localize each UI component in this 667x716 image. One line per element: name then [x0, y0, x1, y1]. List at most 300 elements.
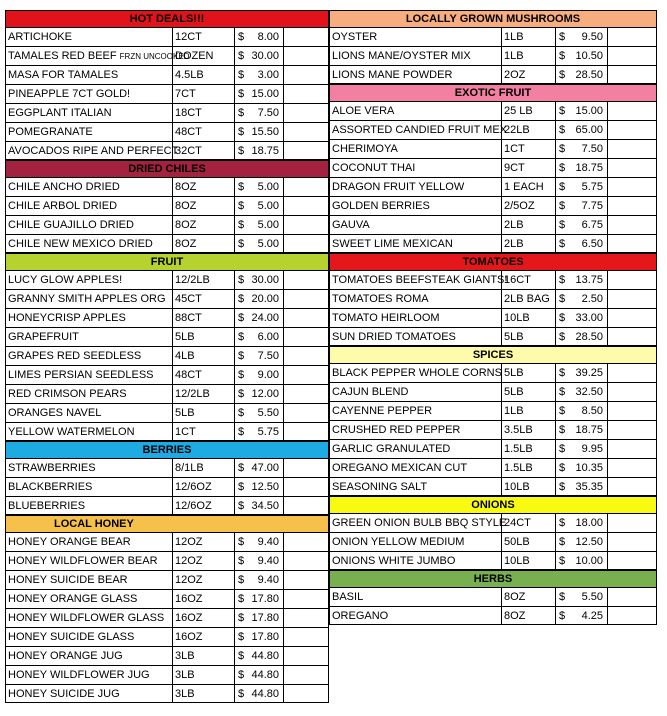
item-name-cell — [6, 309, 173, 327]
table-row — [5, 477, 329, 496]
currency-symbol: $ — [559, 293, 566, 305]
item-name: POMEGRANATE — [8, 126, 93, 138]
section-dried-chiles — [5, 177, 329, 253]
currency-symbol: $ — [559, 555, 566, 567]
item-price: 30.00 — [251, 274, 279, 286]
blank-cell — [284, 423, 328, 440]
item-name-cell — [330, 440, 502, 458]
item-price: 9.40 — [257, 574, 279, 586]
item-name-cell — [6, 590, 173, 608]
currency-symbol: $ — [238, 555, 245, 567]
item-name-cell — [330, 607, 502, 624]
item-price-cell — [556, 533, 608, 551]
table-row — [329, 587, 657, 606]
currency-symbol: $ — [238, 481, 245, 493]
item-price: 5.00 — [257, 238, 279, 250]
section-onions — [329, 513, 657, 570]
currency-symbol: $ — [238, 219, 245, 231]
item-price: 30.00 — [251, 50, 279, 62]
item-size: 8OZ — [173, 178, 235, 196]
blank-cell — [608, 216, 656, 234]
item-name-cell — [330, 383, 502, 401]
blank-cell — [284, 647, 328, 665]
currency-symbol: $ — [238, 500, 245, 512]
item-name-cell — [6, 647, 173, 665]
currency-symbol: $ — [559, 462, 566, 474]
blank-cell — [284, 309, 328, 327]
item-name-cell — [330, 478, 502, 495]
currency-symbol: $ — [238, 462, 245, 474]
blank-cell — [608, 552, 656, 569]
table-row — [5, 684, 329, 703]
item-price-cell — [556, 28, 608, 46]
item-name: CRUSHED RED PEPPER — [332, 424, 461, 436]
currency-symbol: $ — [238, 238, 245, 250]
item-price-cell — [235, 385, 284, 403]
table-row — [329, 270, 657, 289]
item-price: 9.50 — [581, 31, 603, 43]
item-name-cell — [6, 104, 173, 122]
table-row — [5, 627, 329, 646]
table-row — [329, 477, 657, 496]
item-name-cell — [6, 142, 179, 159]
item-size: 8/1LB — [173, 459, 235, 477]
currency-symbol: $ — [238, 669, 245, 681]
item-price-cell — [235, 66, 284, 84]
item-size: 45CT — [173, 290, 235, 308]
currency-symbol: $ — [238, 145, 245, 157]
item-price-cell — [235, 404, 284, 422]
item-size: 18CT — [173, 104, 235, 122]
item-price: 12.00 — [251, 388, 279, 400]
currency-symbol: $ — [238, 407, 245, 419]
item-name: CHILE NEW MEXICO DRIED — [8, 238, 153, 250]
item-name-cell — [330, 159, 502, 177]
blank-cell — [284, 85, 328, 103]
table-row — [5, 215, 329, 234]
item-price: 5.00 — [257, 181, 279, 193]
item-price: 7.50 — [257, 107, 279, 119]
item-price-cell — [235, 571, 284, 589]
currency-symbol: $ — [559, 312, 566, 324]
item-price-cell — [556, 290, 608, 308]
table-row — [329, 327, 657, 346]
item-name-cell — [6, 385, 173, 403]
item-price-cell — [235, 590, 284, 608]
item-name-cell — [6, 497, 173, 514]
item-price-cell — [235, 235, 284, 252]
item-size: 5LB — [173, 404, 235, 422]
currency-symbol: $ — [238, 274, 245, 286]
item-name-cell — [330, 514, 507, 532]
table-row — [5, 458, 329, 477]
section-spices — [329, 363, 657, 496]
item-name-cell — [6, 609, 173, 627]
item-price: 65.00 — [575, 124, 603, 136]
item-price-cell — [235, 666, 284, 684]
item-price-cell — [235, 142, 284, 159]
item-price-cell — [556, 309, 608, 327]
item-price-cell — [556, 216, 608, 234]
currency-symbol: $ — [238, 293, 245, 305]
item-price: 4.25 — [581, 610, 603, 622]
item-name-cell — [330, 178, 502, 196]
section-header-spices: SPICES — [329, 346, 657, 363]
item-price-cell — [235, 178, 284, 196]
item-size: 2LB — [502, 235, 556, 252]
item-price: 7.50 — [581, 143, 603, 155]
item-size: 1CT — [502, 140, 556, 158]
item-name-cell — [6, 366, 173, 384]
item-name: HONEY WILDFLOWER BEAR — [8, 555, 158, 567]
item-name-cell — [6, 197, 173, 215]
section-herbs — [329, 587, 657, 625]
item-price: 44.80 — [251, 688, 279, 700]
currency-symbol: $ — [238, 350, 245, 362]
blank-cell — [608, 533, 656, 551]
item-name: SEASONING SALT — [332, 481, 428, 493]
item-price-cell — [556, 421, 608, 439]
table-row — [329, 606, 657, 625]
table-row — [329, 439, 657, 458]
blank-cell — [284, 590, 328, 608]
blank-cell — [608, 197, 656, 215]
item-size: 24CT — [502, 514, 556, 532]
item-name: LUCY GLOW APPLES! — [8, 274, 123, 286]
item-name: DRAGON FRUIT YELLOW — [332, 181, 465, 193]
table-row — [5, 365, 329, 384]
currency-symbol: $ — [238, 107, 245, 119]
blank-cell — [284, 628, 328, 646]
item-name: GAUVA — [332, 219, 370, 231]
item-name-cell — [330, 216, 502, 234]
table-row — [5, 270, 329, 289]
currency-symbol: $ — [238, 650, 245, 662]
blank-cell — [284, 571, 328, 589]
item-name-cell — [6, 404, 173, 422]
table-row — [5, 551, 329, 570]
item-price: 9.95 — [581, 443, 603, 455]
item-name: SWEET LIME MEXICAN — [332, 238, 453, 250]
table-row — [329, 139, 657, 158]
item-name-cell — [6, 533, 173, 551]
table-row — [5, 234, 329, 253]
item-name: AVOCADOS RIPE AND PERFECT — [8, 145, 179, 157]
right-column — [329, 10, 657, 625]
item-name-cell — [330, 364, 502, 382]
item-price-cell — [235, 197, 284, 215]
blank-cell — [284, 497, 328, 514]
item-name: STRAWBERRIES — [8, 462, 96, 474]
blank-cell — [284, 552, 328, 570]
item-name: TOMATO HEIRLOOM — [332, 312, 440, 324]
item-price: 28.50 — [575, 331, 603, 343]
blank-cell — [284, 366, 328, 384]
section-hot-deals — [5, 27, 329, 160]
table-row — [329, 532, 657, 551]
item-price: 8.00 — [257, 31, 279, 43]
section-header-fruit: FRUIT — [5, 253, 329, 270]
table-row — [329, 289, 657, 308]
currency-symbol: $ — [238, 612, 245, 624]
table-row — [329, 158, 657, 177]
table-row — [5, 46, 329, 65]
item-size: 3LB — [173, 666, 235, 684]
table-row — [5, 496, 329, 515]
table-row — [5, 589, 329, 608]
item-size: 5LB — [173, 328, 235, 346]
blank-cell — [284, 216, 328, 234]
item-name: HONEY SUICIDE GLASS — [8, 631, 135, 643]
item-price: 34.50 — [251, 500, 279, 512]
currency-symbol: $ — [238, 631, 245, 643]
item-size: 2OZ — [502, 66, 556, 83]
item-name: ONIONS WHITE JUMBO — [332, 555, 456, 567]
blank-cell — [608, 178, 656, 196]
item-size: 8OZ — [502, 607, 556, 624]
item-size: 48CT — [173, 123, 235, 141]
blank-cell — [284, 66, 328, 84]
blank-cell — [608, 47, 656, 65]
item-name: HONEY WILDFLOWER JUG — [8, 669, 150, 681]
blank-cell — [284, 142, 328, 159]
table-row — [5, 665, 329, 684]
currency-symbol: $ — [559, 405, 566, 417]
item-name: ARTICHOKE — [8, 31, 72, 43]
table-row — [329, 27, 657, 46]
item-note: FRZN UNCOOKED — [119, 52, 190, 61]
item-price: 10.50 — [575, 50, 603, 62]
item-price: 32.50 — [575, 386, 603, 398]
currency-symbol: $ — [559, 69, 566, 81]
item-name: HONEYCRISP APPLES — [8, 312, 126, 324]
item-size: 12/2LB — [173, 385, 235, 403]
blank-cell — [284, 666, 328, 684]
item-name-cell — [330, 328, 502, 345]
blank-cell — [608, 440, 656, 458]
currency-symbol: $ — [559, 443, 566, 455]
table-row — [5, 196, 329, 215]
table-row — [329, 363, 657, 382]
table-row — [329, 401, 657, 420]
item-size: 88CT — [173, 309, 235, 327]
item-price-cell — [235, 609, 284, 627]
blank-cell — [284, 478, 328, 496]
currency-symbol: $ — [559, 143, 566, 155]
table-row — [5, 141, 329, 160]
blank-cell — [284, 385, 328, 403]
item-price-cell — [556, 402, 608, 420]
blank-cell — [284, 123, 328, 141]
currency-symbol: $ — [559, 331, 566, 343]
item-price: 6.00 — [257, 331, 279, 343]
blank-cell — [284, 404, 328, 422]
table-row — [329, 120, 657, 139]
item-name: CHERIMOYA — [332, 143, 398, 155]
blank-cell — [284, 235, 328, 252]
item-name-cell — [6, 552, 173, 570]
item-price: 18.75 — [575, 162, 603, 174]
blank-cell — [608, 421, 656, 439]
blank-cell — [608, 102, 656, 120]
table-row — [5, 65, 329, 84]
currency-symbol: $ — [238, 536, 245, 548]
item-name: TOMATOES ROMA — [332, 293, 429, 305]
item-size: 12/6OZ — [173, 497, 235, 514]
item-name-cell — [330, 402, 502, 420]
item-price: 2.50 — [581, 293, 603, 305]
item-name: HONEY ORANGE GLASS — [8, 593, 138, 605]
item-name-cell — [330, 309, 502, 327]
currency-symbol: $ — [559, 536, 566, 548]
blank-cell — [284, 104, 328, 122]
table-row — [5, 608, 329, 627]
item-name: OREGANO — [332, 610, 389, 622]
item-price-cell — [235, 216, 284, 234]
item-size: 12CT — [173, 28, 235, 46]
item-name-cell — [330, 271, 508, 289]
item-size: 1.5LB — [502, 459, 556, 477]
item-size: 2LB BAG — [502, 290, 556, 308]
item-price: 6.50 — [581, 238, 603, 250]
item-price: 5.50 — [581, 591, 603, 603]
item-price: 44.80 — [251, 650, 279, 662]
item-size: 1LB — [502, 28, 556, 46]
item-price: 15.50 — [251, 126, 279, 138]
item-price-cell — [235, 478, 284, 496]
currency-symbol: $ — [559, 386, 566, 398]
currency-symbol: $ — [559, 424, 566, 436]
item-size: 16OZ — [173, 609, 235, 627]
item-price: 10.35 — [575, 462, 603, 474]
table-row — [329, 196, 657, 215]
item-price: 15.00 — [251, 88, 279, 100]
item-name: MASA FOR TAMALES — [8, 69, 119, 81]
item-price-cell — [556, 328, 608, 345]
item-price-cell — [556, 235, 608, 252]
item-size: 32CT — [173, 142, 235, 159]
table-row — [329, 65, 657, 84]
item-size: 16OZ — [173, 628, 235, 646]
item-price-cell — [556, 140, 608, 158]
item-price-cell — [556, 514, 608, 532]
item-price-cell — [235, 552, 284, 570]
blank-cell — [608, 309, 656, 327]
item-size: 12OZ — [173, 552, 235, 570]
blank-cell — [608, 271, 656, 289]
table-row — [329, 177, 657, 196]
table-row — [5, 327, 329, 346]
item-size: 1LB — [502, 47, 556, 65]
item-size: 25 LB — [502, 102, 556, 120]
currency-symbol: $ — [559, 219, 566, 231]
currency-symbol: $ — [559, 50, 566, 62]
item-name-cell — [330, 421, 502, 439]
item-price-cell — [235, 685, 284, 702]
blank-cell — [608, 66, 656, 83]
blank-cell — [284, 685, 328, 702]
item-price: 47.00 — [251, 462, 279, 474]
blank-cell — [608, 364, 656, 382]
item-name: ASSORTED CANDIED FRUIT MEX — [332, 124, 508, 136]
item-name: CAYENNE PEPPER — [332, 405, 433, 417]
item-size: 10LB — [502, 478, 556, 495]
table-row — [329, 101, 657, 120]
item-price-cell — [235, 366, 284, 384]
table-row — [5, 122, 329, 141]
table-row — [329, 308, 657, 327]
item-name: GOLDEN BERRIES — [332, 200, 430, 212]
section-header-berries: BERRIES — [5, 441, 329, 458]
item-size: 3LB — [173, 685, 235, 702]
currency-symbol: $ — [238, 593, 245, 605]
item-price: 44.80 — [251, 669, 279, 681]
item-price-cell — [235, 423, 284, 440]
item-price: 5.50 — [257, 407, 279, 419]
currency-symbol: $ — [238, 312, 245, 324]
item-price: 9.40 — [257, 536, 279, 548]
currency-symbol: $ — [238, 200, 245, 212]
item-price: 7.75 — [581, 200, 603, 212]
item-price: 15.00 — [575, 105, 603, 117]
item-name: GRANNY SMITH APPLES ORG — [8, 293, 166, 305]
item-size: 16CT — [502, 271, 556, 289]
table-row — [5, 422, 329, 441]
item-price-cell — [235, 647, 284, 665]
item-name: CHILE ARBOL DRIED — [8, 200, 118, 212]
item-name-cell — [6, 571, 173, 589]
blank-cell — [608, 402, 656, 420]
item-price: 9.40 — [257, 555, 279, 567]
blank-cell — [608, 28, 656, 46]
blank-cell — [608, 607, 656, 624]
item-name: BLACK PEPPER WHOLE CORNS — [332, 367, 502, 379]
item-size: 8OZ — [173, 197, 235, 215]
item-name-cell — [6, 459, 173, 477]
item-size: 10LB — [502, 309, 556, 327]
item-price-cell — [235, 104, 284, 122]
item-price-cell — [235, 459, 284, 477]
item-name-cell — [330, 197, 502, 215]
item-price: 35.35 — [575, 481, 603, 493]
item-size: 5LB — [502, 364, 556, 382]
item-price-cell — [556, 588, 608, 606]
item-name: HONEY ORANGE BEAR — [8, 536, 131, 548]
table-row — [329, 551, 657, 570]
item-price-cell — [556, 47, 608, 65]
item-price: 17.80 — [251, 593, 279, 605]
item-size: 4.5LB — [173, 66, 235, 84]
item-name-cell — [6, 423, 173, 440]
item-size: 10LB — [502, 552, 556, 569]
section-header-hot-deals: HOT DEALS!!! — [5, 10, 329, 27]
section-locally-grown-mushrooms — [329, 27, 657, 84]
table-row — [329, 215, 657, 234]
blank-cell — [284, 271, 328, 289]
item-name: EGGPLANT ITALIAN — [8, 107, 112, 119]
blank-cell — [284, 197, 328, 215]
item-price-cell — [235, 628, 284, 646]
item-name: BLUEBERRIES — [8, 500, 86, 512]
blank-cell — [284, 290, 328, 308]
item-price: 18.75 — [251, 145, 279, 157]
item-name: OREGANO MEXICAN CUT — [332, 462, 468, 474]
currency-symbol: $ — [559, 200, 566, 212]
table-row — [329, 382, 657, 401]
item-price-cell — [235, 328, 284, 346]
item-price-cell — [556, 459, 608, 477]
item-name: CAJUN BLEND — [332, 386, 409, 398]
